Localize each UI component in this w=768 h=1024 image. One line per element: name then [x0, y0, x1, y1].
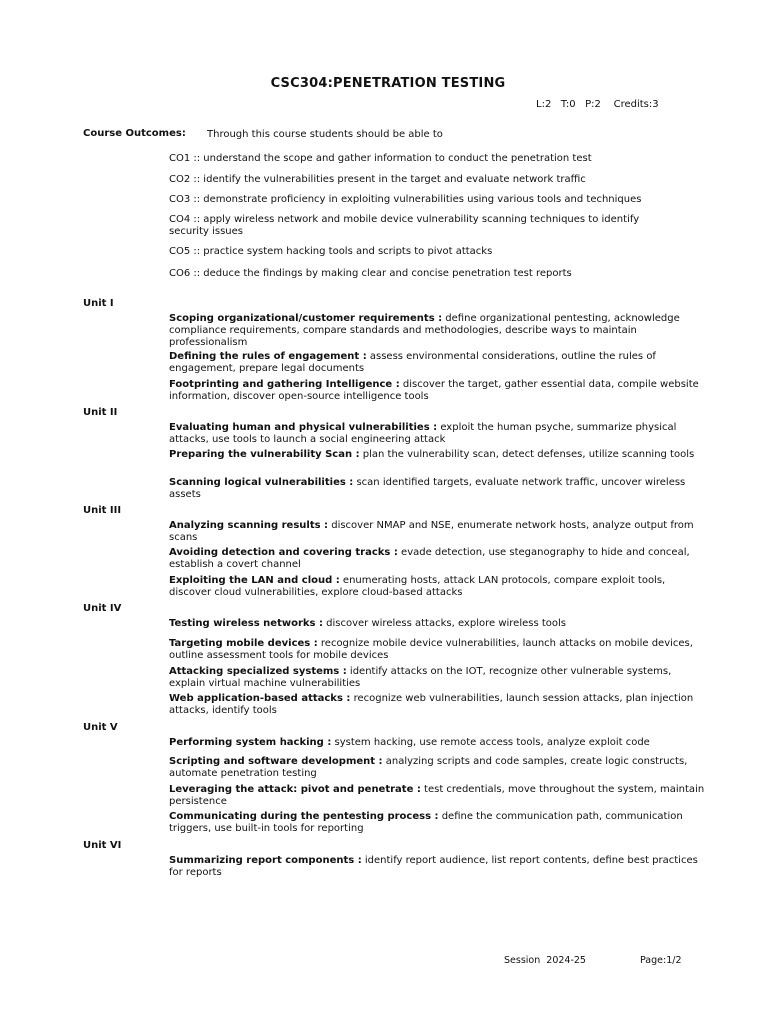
- footer-session: Session 2024-25: [504, 955, 586, 966]
- topic-text: recognize web vulnerabilities, launch session attacks, plan injection attacks, identify tools: [169, 693, 694, 716]
- topic-heading: Evaluating human and physical vulnerabilities :: [169, 422, 438, 433]
- unit-topic: [169, 520, 709, 544]
- unit-heading: Unit I: [83, 298, 114, 309]
- unit-topic: [169, 313, 709, 349]
- topic-text: evade detection, use steganography to hide and conceal, establish a covert channel: [169, 547, 690, 570]
- course-outcome-1: CO1 :: understand the scope and gather information to conduct the penetration test: [169, 153, 592, 164]
- topic-text: scan identified targets, evaluate network traffic, uncover wireless assets: [169, 477, 686, 500]
- unit-topic: [169, 477, 709, 501]
- topic-heading: Testing wireless networks :: [169, 618, 323, 629]
- topic-heading: Performing system hacking :: [169, 737, 332, 748]
- topic-heading: Leveraging the attack: pivot and penetrate :: [169, 784, 421, 795]
- topic-heading: Scanning logical vulnerabilities :: [169, 477, 354, 488]
- topic-text: enumerating hosts, attack LAN protocols, compare exploit tools, discover cloud vulnerabilities, explore cloud-based attacks: [169, 575, 666, 598]
- unit-topic: [169, 422, 709, 446]
- topic-text: discover NMAP and NSE, enumerate network hosts, analyze output from scans: [169, 520, 694, 543]
- unit-topic: [169, 449, 709, 461]
- topic-heading: Avoiding detection and covering tracks :: [169, 547, 398, 558]
- unit-topic: [169, 784, 709, 808]
- course-outcome-3: CO3 :: demonstrate proficiency in exploiting vulnerabilities using various tools and techniques: [169, 194, 642, 205]
- page-title: CSC304:PENETRATION TESTING: [270, 76, 506, 91]
- unit-topic: [169, 756, 709, 780]
- course-outcome-5: CO5 :: practice system hacking tools and scripts to pivot attacks: [169, 246, 493, 257]
- unit-topic: [169, 575, 709, 599]
- topic-heading: Preparing the vulnerability Scan :: [169, 449, 360, 460]
- unit-heading: Unit IV: [83, 603, 122, 614]
- topic-text: discover the target, gather essential data, compile website information, discover open-source intelligence tools: [169, 379, 699, 402]
- unit-topic: [169, 811, 709, 835]
- topic-text: assess environmental considerations, outline the rules of engagement, prepare legal documents: [169, 351, 656, 374]
- topic-heading: Defining the rules of engagement :: [169, 351, 367, 362]
- topic-text: system hacking, use remote access tools, analyze exploit code: [331, 737, 650, 748]
- topic-text: define organizational pentesting, acknowledge compliance requirements, compare standards and methodologies, describe ways to maintain professionalism: [169, 313, 680, 348]
- unit-heading: Unit V: [83, 722, 118, 733]
- unit-topic: [169, 693, 709, 717]
- course-outcome-2: CO2 :: identify the vulnerabilities present in the target and evaluate network traffic: [169, 174, 586, 185]
- topic-heading: Summarizing report components :: [169, 855, 362, 866]
- topic-heading: Scripting and software development :: [169, 756, 383, 767]
- course-outcome-4: CO4 :: apply wireless network and mobile device vulnerability scanning techniques to identify security issues: [169, 214, 640, 237]
- topic-text: define the communication path, communication triggers, use built-in tools for reporting: [169, 811, 683, 834]
- unit-topic: [169, 618, 709, 630]
- unit-heading: Unit III: [83, 505, 122, 516]
- topic-heading: Attacking specialized systems :: [169, 666, 347, 677]
- topic-text: test credentials, move throughout the system, maintain persistence: [169, 784, 705, 807]
- topic-heading: Communicating during the pentesting process :: [169, 811, 439, 822]
- topic-text: exploit the human psyche, summarize physical attacks, use tools to launch a social engineering attack: [169, 422, 677, 445]
- ltpc-credits: L:2 T:0 P:2 Credits:3: [536, 99, 659, 110]
- unit-topic: [169, 547, 709, 571]
- footer-page-number: Page:1/2: [640, 955, 682, 966]
- topic-heading: Scoping organizational/customer requirements :: [169, 313, 443, 324]
- topic-text: discover wireless attacks, explore wireless tools: [322, 618, 566, 629]
- topic-text: identify attacks on the IOT, recognize other vulnerable systems, explain virtual machine vulnerabilities: [169, 666, 672, 689]
- topic-heading: Web application-based attacks :: [169, 693, 351, 704]
- unit-heading: Unit II: [83, 407, 118, 418]
- topic-heading: Targeting mobile devices :: [169, 638, 318, 649]
- course-outcome-6: CO6 :: deduce the findings by making clear and concise penetration test reports: [169, 268, 572, 279]
- unit-topic: [169, 379, 709, 403]
- topic-heading: Exploiting the LAN and cloud :: [169, 575, 340, 586]
- unit-topic: [169, 855, 709, 879]
- topic-text: analyzing scripts and code samples, create logic constructs, automate penetration testing: [169, 756, 688, 779]
- topic-heading: Footprinting and gathering Intelligence :: [169, 379, 400, 390]
- topic-text: recognize mobile device vulnerabilities, launch attacks on mobile devices, outline assessment tools for mobile devices: [169, 638, 693, 661]
- unit-topic: [169, 737, 709, 749]
- course-outcomes-label: Course Outcomes:: [83, 128, 186, 139]
- course-outcomes-intro: Through this course students should be able to: [207, 129, 443, 140]
- unit-topic: [169, 666, 709, 690]
- unit-heading: Unit VI: [83, 840, 122, 851]
- topic-text: plan the vulnerability scan, detect defenses, utilize scanning tools: [359, 449, 695, 460]
- topic-heading: Analyzing scanning results :: [169, 520, 329, 531]
- unit-topic: [169, 351, 709, 375]
- topic-text: identify report audience, list report contents, define best practices for reports: [169, 855, 698, 878]
- unit-topic: [169, 638, 709, 662]
